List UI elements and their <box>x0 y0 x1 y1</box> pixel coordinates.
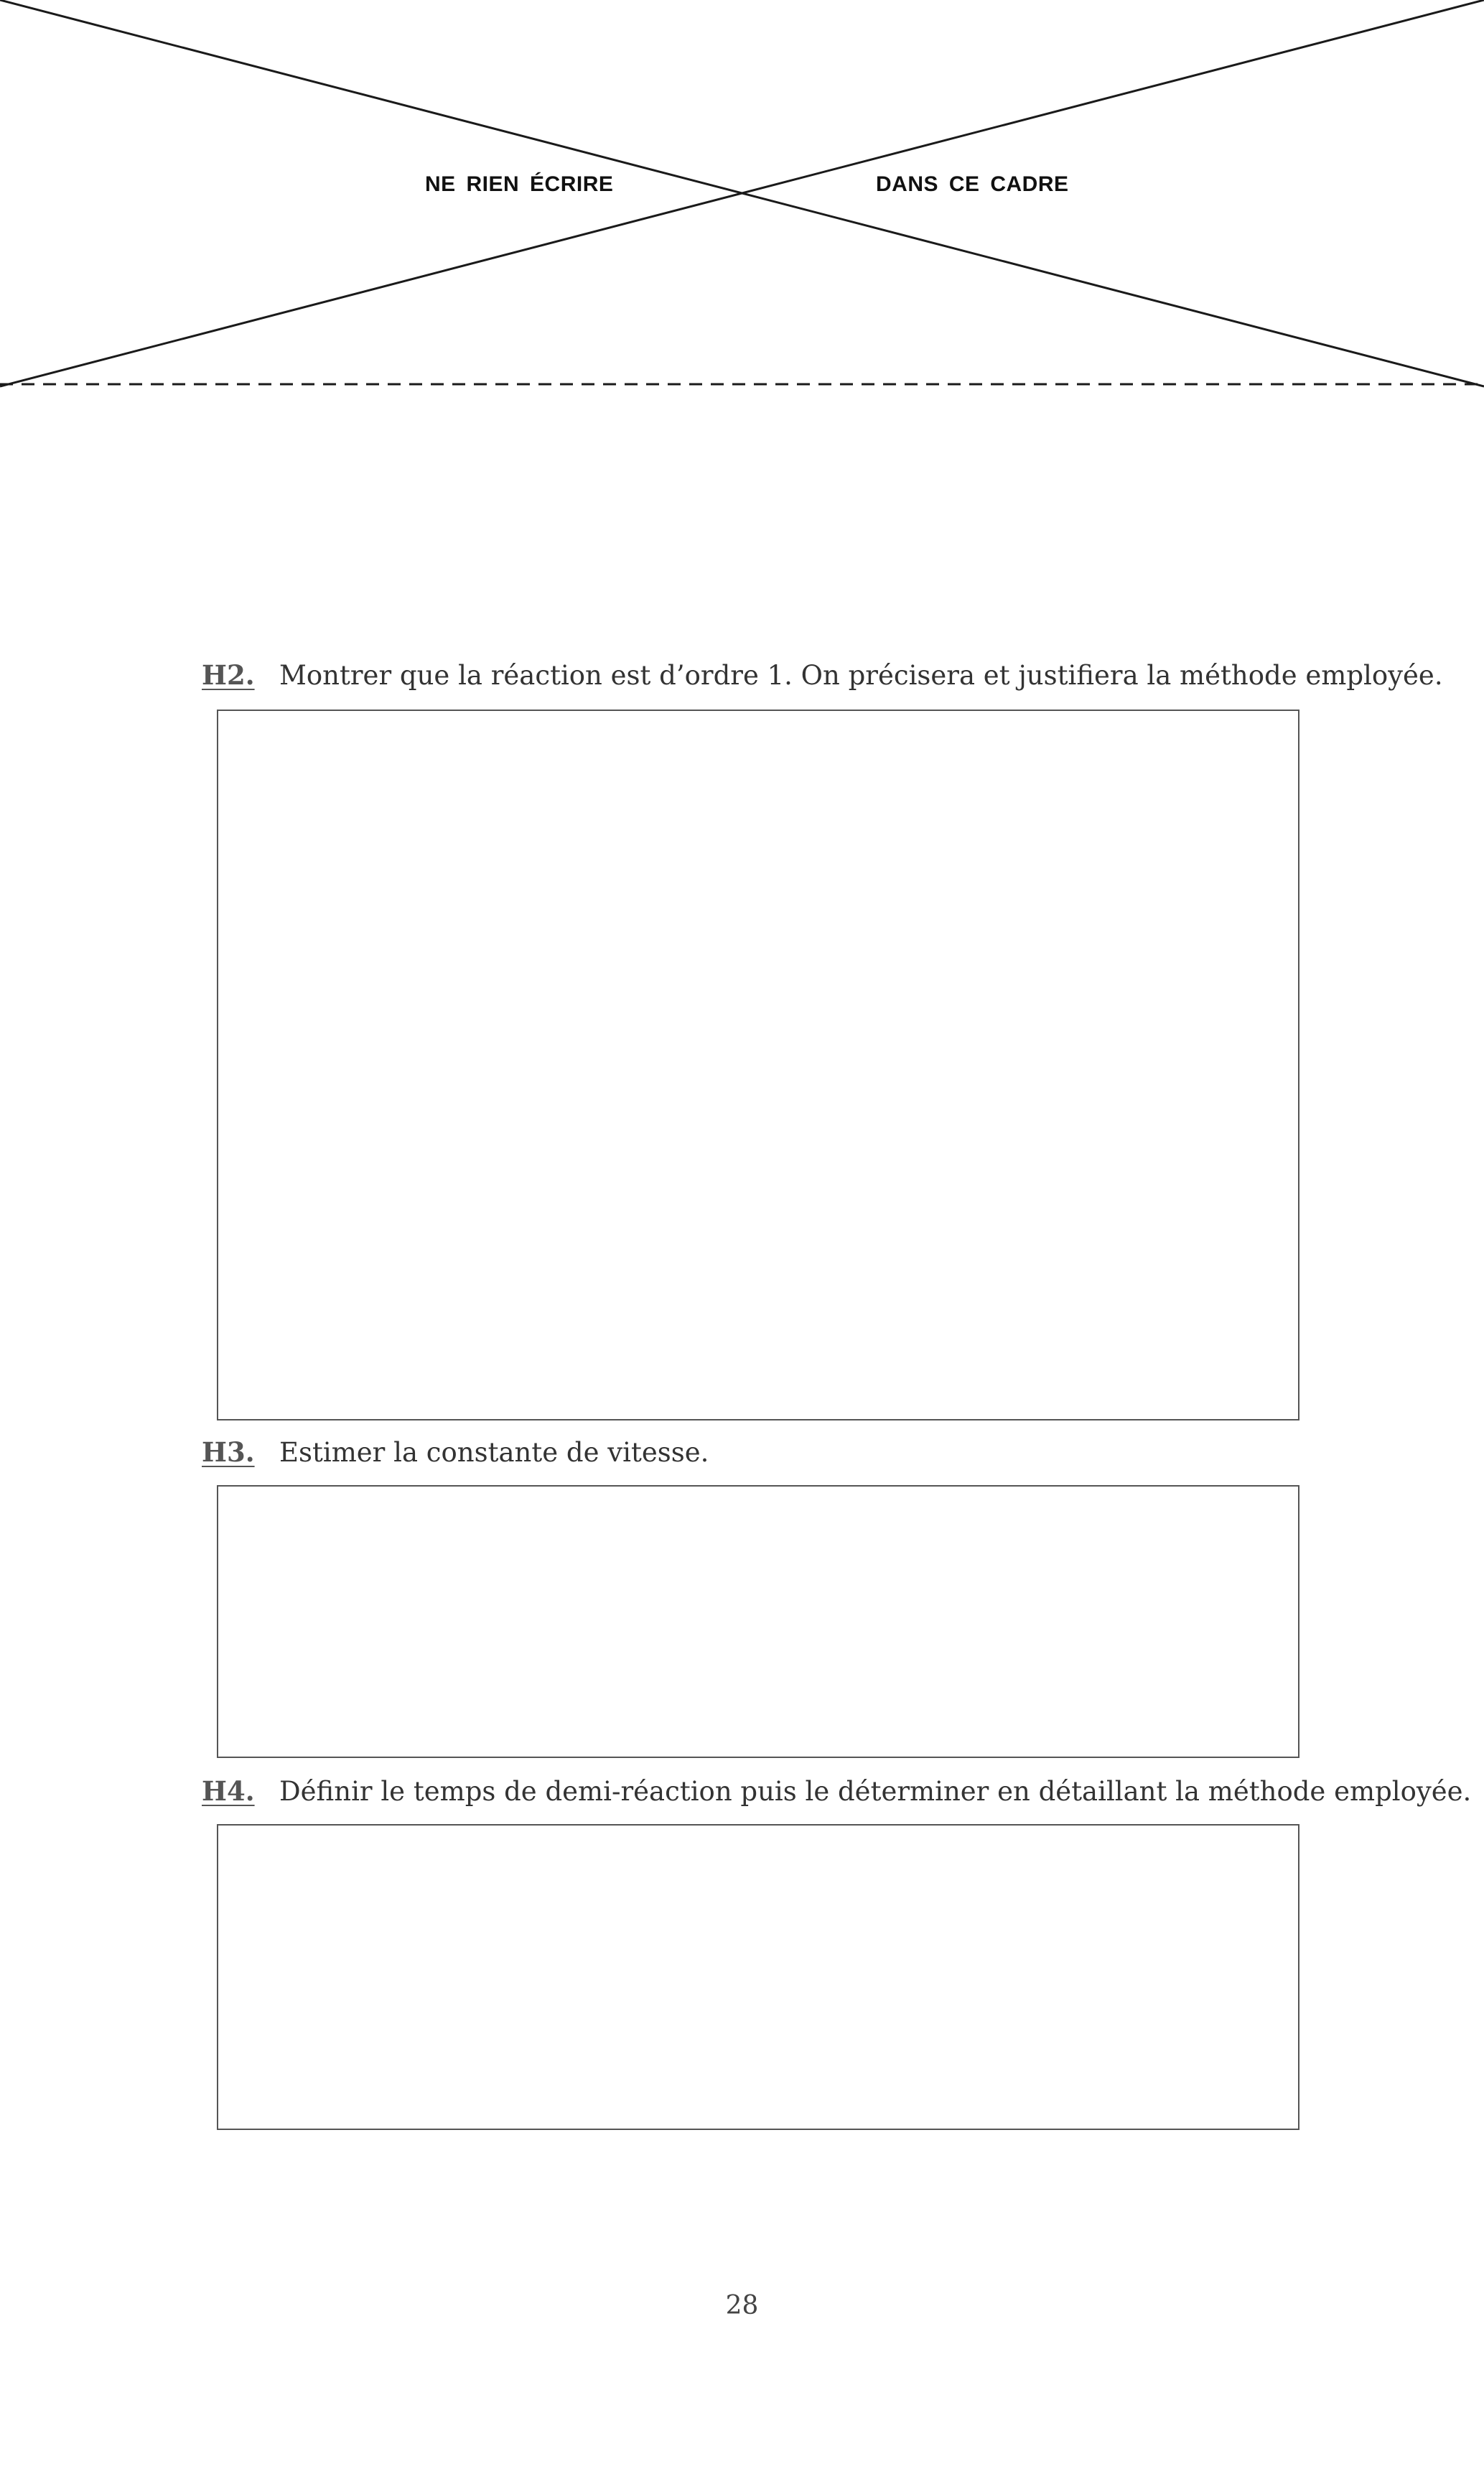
question-text: Estimer la constante de vitesse. <box>279 1437 709 1468</box>
question-h3 <box>202 1436 709 1468</box>
question-h2 <box>202 659 1443 691</box>
question-number: H3. <box>202 1436 255 1468</box>
question-number: H2. <box>202 659 255 691</box>
question-h4 <box>202 1775 1471 1807</box>
no-write-zone-cross <box>0 0 1484 388</box>
no-write-label-right: DANS CE CADRE <box>876 172 1069 196</box>
question-text: Montrer que la réaction est d’ordre 1. On précisera et justifiera la méthode employée. <box>279 660 1443 691</box>
answer-box-h2[interactable] <box>217 710 1299 1420</box>
answer-box-h3[interactable] <box>217 1485 1299 1758</box>
no-write-label-left: NE RIEN ÉCRIRE <box>425 172 614 196</box>
answer-box-h4[interactable] <box>217 1824 1299 2130</box>
question-text: Définir le temps de demi-réaction puis le déterminer en détaillant la méthode employée. <box>279 1776 1472 1807</box>
question-number: H4. <box>202 1775 255 1807</box>
page-number: 28 <box>725 2291 759 2320</box>
